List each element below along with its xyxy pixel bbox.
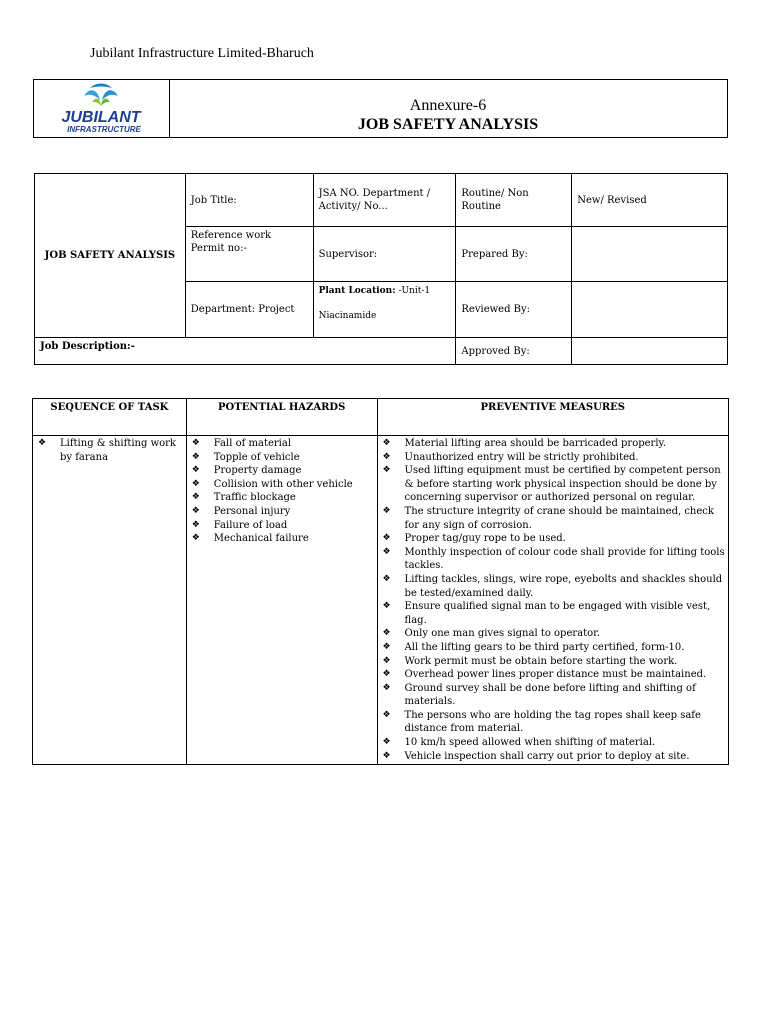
- measure-item: ❖ Overhead power lines proper distance must be maintained.: [382, 669, 707, 681]
- prepared-by-value: [572, 227, 728, 282]
- hazard-item: ❖ Personal injury: [191, 505, 291, 517]
- diamond-bullet-icon: ❖: [382, 533, 391, 544]
- diamond-bullet-icon: ❖: [382, 546, 391, 557]
- diamond-bullet-icon: ❖: [382, 669, 391, 680]
- hazard-analysis-table: [32, 398, 729, 765]
- hazard-item: ❖ Traffic blockage: [191, 492, 296, 504]
- hazard-item: ❖ Property damage: [191, 465, 302, 477]
- diamond-bullet-icon: ❖: [191, 519, 200, 530]
- measure-item: ❖ Vehicle inspection shall carry out prior to deploy at site.: [382, 750, 690, 762]
- diamond-bullet-icon: ❖: [382, 505, 391, 516]
- plant-location-field: [313, 282, 456, 338]
- company-header: Jubilant Infrastructure Limited-Bharuch: [90, 46, 314, 61]
- department-field: Department: Project: [185, 282, 313, 338]
- reference-permit-field: Reference work Permit no:-: [185, 227, 313, 282]
- jsa-side-label: JOB SAFETY ANALYSIS: [35, 174, 186, 338]
- sequence-header: SEQUENCE OF TASK: [33, 399, 187, 436]
- routine-field: Routine/ Non Routine: [456, 174, 572, 227]
- measure-item: ❖ The persons who are holding the tag ropes shall keep safe distance from material.: [382, 709, 701, 735]
- hazards-cell: [186, 436, 377, 765]
- diamond-bullet-icon: ❖: [191, 438, 200, 448]
- measure-item: ❖ Proper tag/guy rope to be used.: [382, 533, 566, 545]
- new-revised-field: New/ Revised: [572, 174, 728, 227]
- measure-item: ❖ Used lifting equipment must be certified by competent person & before starting work physical inspection should be done by concerning supervisor or authorized personal on regular.: [382, 465, 721, 504]
- diamond-bullet-icon: ❖: [191, 492, 200, 503]
- measure-item: ❖ Monthly inspection of colour code shall provide for lifting tools tackles.: [382, 546, 725, 572]
- measure-item: ❖ The structure integrity of crane should be maintained, check for any sign of corrosion.: [382, 505, 714, 531]
- measures-header: PREVENTIVE MEASURES: [377, 399, 728, 436]
- diamond-bullet-icon: ❖: [38, 438, 47, 448]
- diamond-bullet-icon: ❖: [191, 505, 200, 516]
- plant-location-label: Plant Location:: [318, 286, 396, 296]
- measure-item: ❖ Lifting tackles, slings, wire rope, eyebolts and shackles should be tested/examined daily.: [382, 573, 723, 599]
- measures-cell: [377, 436, 728, 765]
- diamond-bullet-icon: ❖: [382, 451, 391, 462]
- diamond-bullet-icon: ❖: [191, 533, 200, 544]
- reviewed-by-field: Reviewed By:: [456, 282, 572, 338]
- plant-location-product: Niacinamide: [318, 311, 377, 321]
- supervisor-field: Supervisor:: [313, 227, 456, 282]
- task-cell: [33, 436, 187, 765]
- plant-location-value: -Unit-1: [395, 286, 431, 296]
- diamond-bullet-icon: ❖: [382, 573, 391, 584]
- hazard-item: ❖ Topple of vehicle: [191, 451, 300, 463]
- diamond-bullet-icon: ❖: [382, 709, 391, 720]
- diamond-bullet-icon: ❖: [382, 438, 391, 448]
- approved-by-field: Approved By:: [456, 338, 572, 365]
- diamond-bullet-icon: ❖: [382, 628, 391, 639]
- diamond-bullet-icon: ❖: [191, 478, 200, 489]
- approved-by-value: [572, 338, 728, 365]
- jsa-info-table: [34, 173, 728, 365]
- hazards-header: POTENTIAL HAZARDS: [186, 399, 377, 436]
- document-header-box: [33, 79, 728, 138]
- title-cell: [169, 80, 727, 137]
- diamond-bullet-icon: ❖: [382, 750, 391, 761]
- measure-item: ❖ All the lifting gears to be third party certified, form-10.: [382, 641, 685, 653]
- diamond-bullet-icon: ❖: [191, 465, 200, 476]
- diamond-bullet-icon: ❖: [382, 655, 391, 666]
- document-title: JOB SAFETY ANALYSIS: [357, 116, 539, 133]
- diamond-bullet-icon: ❖: [382, 641, 391, 652]
- measure-item: ❖ 10 km/h speed allowed when shifting of material.: [382, 737, 656, 749]
- measure-item: ❖ Work permit must be obtain before starting the work.: [382, 655, 678, 667]
- hazard-item: ❖ Fall of material: [191, 438, 292, 449]
- diamond-bullet-icon: ❖: [382, 682, 391, 693]
- diamond-bullet-icon: ❖: [191, 451, 200, 462]
- job-description-field: Job Description:-: [35, 338, 456, 365]
- logo-cell: [34, 80, 170, 137]
- measure-item: ❖ Material lifting area should be barricaded properly.: [382, 438, 667, 449]
- measure-item: ❖ Ground survey shall be done before lifting and shifting of materials.: [382, 682, 696, 708]
- task-item: ❖ Lifting & shifting work by farana: [38, 438, 176, 463]
- measure-item: ❖ Only one man gives signal to operator.: [382, 628, 601, 640]
- hazard-item: ❖ Mechanical failure: [191, 533, 309, 545]
- diamond-bullet-icon: ❖: [382, 601, 391, 612]
- hazard-item: ❖ Collision with other vehicle: [191, 478, 353, 490]
- jubilant-logo: [34, 80, 169, 137]
- prepared-by-field: Prepared By:: [456, 227, 572, 282]
- hazard-item: ❖ Failure of load: [191, 519, 288, 531]
- diamond-bullet-icon: ❖: [382, 465, 391, 476]
- job-title-field: Job Title:: [185, 174, 313, 227]
- logo-main-text: JUBILANT: [61, 109, 141, 126]
- reviewed-by-value: [572, 282, 728, 338]
- measure-item: ❖ Unauthorized entry will be strictly prohibited.: [382, 451, 639, 463]
- measure-item: ❖ Ensure qualified signal man to be engaged with visible vest, flag.: [382, 601, 711, 626]
- diamond-bullet-icon: ❖: [382, 737, 391, 748]
- annexure-label: Annexure-6: [409, 97, 487, 114]
- jsa-number-field: JSA NO. Department / Activity/ No...: [313, 174, 456, 227]
- logo-sub-text: INFRASTRUCTURE: [67, 125, 141, 134]
